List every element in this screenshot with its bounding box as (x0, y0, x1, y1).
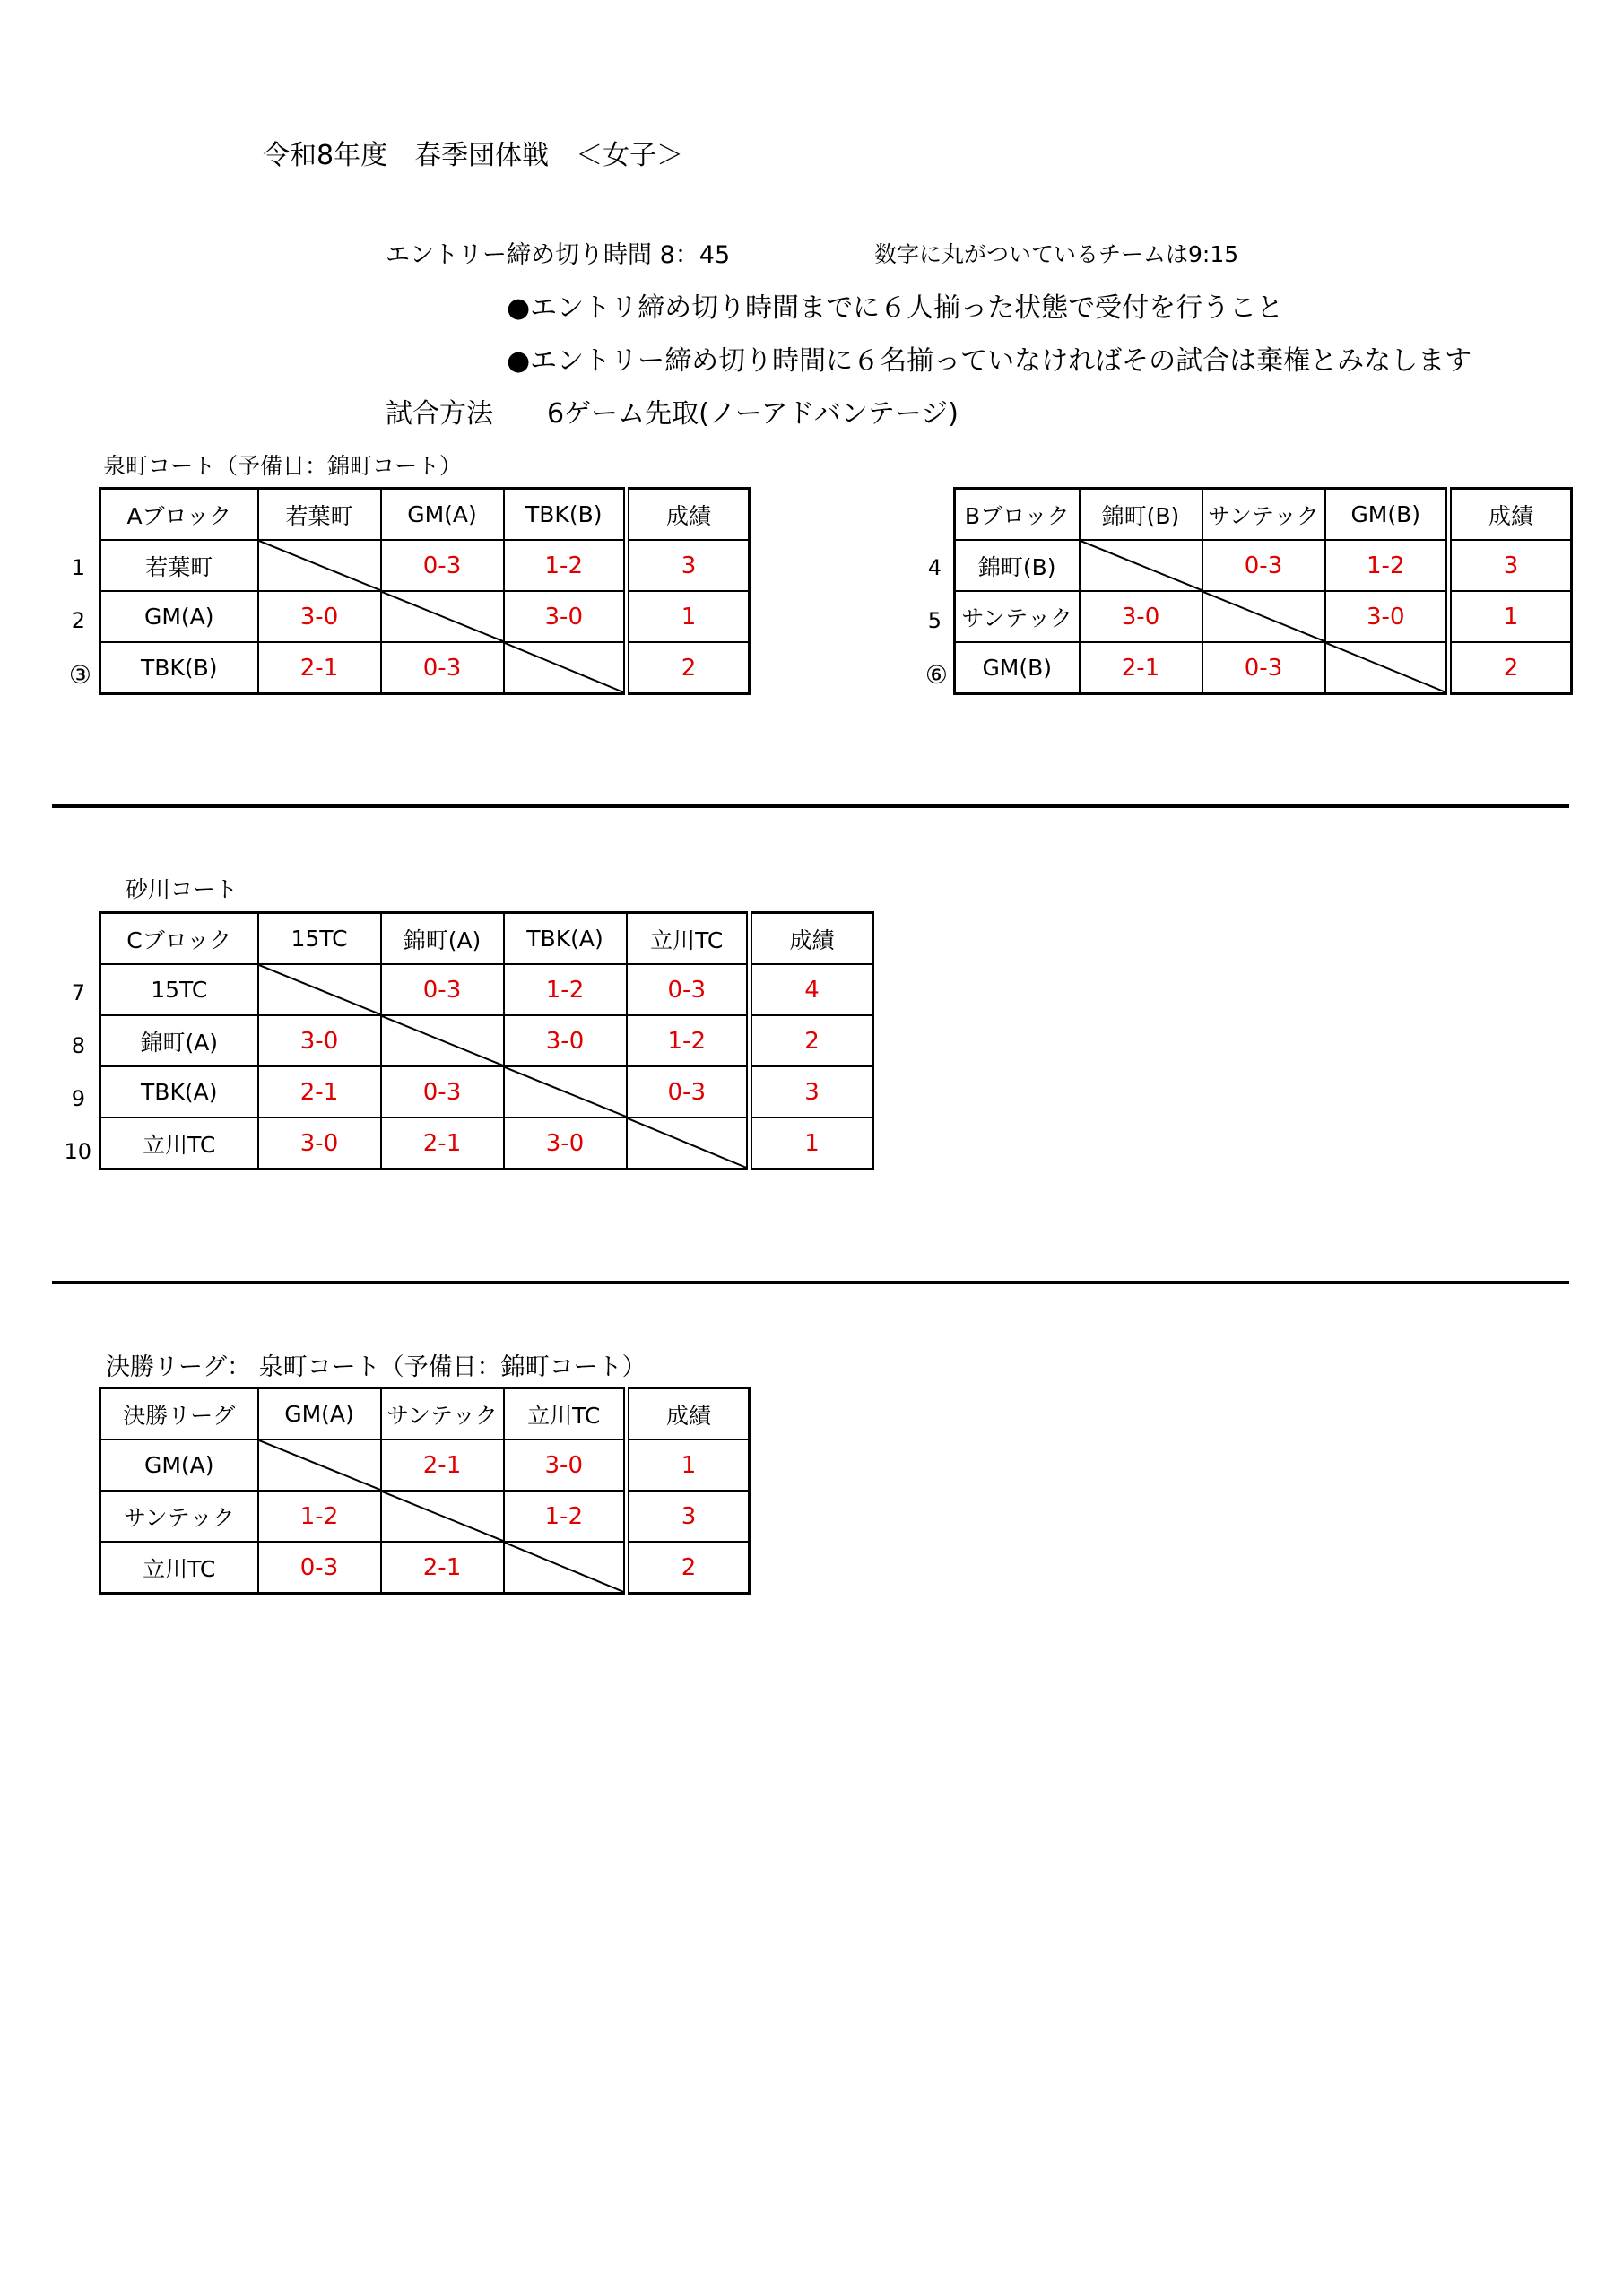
header-cell-record: 成績 (627, 489, 750, 541)
header-cell: サンテック (381, 1388, 504, 1440)
match-method: 試合方法 6ゲーム先取(ノーアドバンテージ) (386, 398, 959, 430)
table-row (955, 642, 1572, 694)
block-c-table (99, 911, 874, 1170)
result-cell: 1-2 (627, 1015, 750, 1066)
result-cell: 0-3 (258, 1542, 381, 1594)
table-row (100, 1542, 750, 1594)
result-cell: 0-3 (1202, 642, 1325, 694)
team-name-cell: GM(B) (955, 642, 1080, 694)
result-cell: 3-0 (258, 1015, 381, 1066)
table-header-row (100, 489, 750, 541)
row-number: 7 (71, 980, 85, 1005)
late-entry-note: 数字に丸がついているチームは9:15 (874, 241, 1239, 267)
diagonal-cell (627, 1118, 750, 1170)
result-cell: 0-3 (627, 1066, 750, 1118)
header-cell: 15TC (258, 913, 381, 965)
table-header-row (955, 489, 1572, 541)
result-cell: 3-0 (504, 1118, 627, 1170)
result-cell: 0-3 (1202, 540, 1325, 591)
record-cell: 3 (627, 1491, 750, 1542)
diagonal-cell (504, 642, 627, 694)
team-name-cell: TBK(B) (100, 642, 258, 694)
result-cell: 2-1 (381, 1439, 504, 1491)
rule-line-2: ●エントリー締め切り時間に６名揃っていなければその試合は棄権とみなします (507, 345, 1472, 377)
diagonal-cell (381, 1491, 504, 1542)
row-number: 1 (71, 555, 85, 580)
diagonal-cell (381, 1015, 504, 1066)
court-label-sunagawa: 砂川コート (126, 876, 239, 902)
record-cell: 2 (627, 1542, 750, 1594)
rule-line-1: ●エントリ締め切り時間までに６人揃った状態で受付を行うこと (507, 292, 1284, 324)
diagonal-cell (258, 964, 381, 1015)
table-row (100, 1439, 750, 1491)
header-cell: TBK(B) (504, 489, 627, 541)
record-cell: 4 (750, 964, 873, 1015)
record-cell: 1 (1449, 591, 1572, 642)
result-cell: 1-2 (504, 540, 627, 591)
page-title: 令和8年度 春季団体戦 ＜女子＞ (263, 140, 684, 171)
block-name-cell: Cブロック (100, 913, 258, 965)
row-number-late: ⑥ (924, 660, 948, 690)
row-number: 5 (927, 608, 942, 633)
record-cell: 1 (627, 1439, 750, 1491)
team-name-cell: サンテック (955, 591, 1080, 642)
record-cell: 2 (627, 642, 750, 694)
row-number: 8 (71, 1033, 85, 1058)
team-name-cell: 立川TC (100, 1118, 258, 1170)
header-cell-record: 成績 (750, 913, 873, 965)
table-row (100, 1015, 873, 1066)
header-cell: 立川TC (504, 1388, 627, 1440)
block-b-table (953, 487, 1573, 695)
result-cell: 2-1 (258, 642, 381, 694)
section-divider (52, 804, 1569, 808)
result-cell: 1-2 (504, 964, 627, 1015)
block-a-table (99, 487, 751, 695)
header-cell: GM(A) (258, 1388, 381, 1440)
diagonal-cell (258, 1439, 381, 1491)
block-name-cell: 決勝リーグ (100, 1388, 258, 1440)
record-cell: 1 (750, 1118, 873, 1170)
result-cell: 0-3 (381, 540, 504, 591)
header-cell: 若葉町 (258, 489, 381, 541)
block-name-cell: Aブロック (100, 489, 258, 541)
record-cell: 2 (1449, 642, 1572, 694)
header-cell: 立川TC (627, 913, 750, 965)
court-label-final: 決勝リーグ： 泉町コート（予備日：錦町コート） (106, 1353, 647, 1381)
team-name-cell: 若葉町 (100, 540, 258, 591)
result-cell: 3-0 (258, 591, 381, 642)
block-name-cell: Bブロック (955, 489, 1080, 541)
result-cell: 3-0 (504, 1015, 627, 1066)
result-cell: 0-3 (381, 642, 504, 694)
table-row (100, 964, 873, 1015)
result-cell: 3-0 (1080, 591, 1202, 642)
record-cell: 2 (750, 1015, 873, 1066)
header-cell: サンテック (1202, 489, 1325, 541)
team-name-cell: 立川TC (100, 1542, 258, 1594)
diagonal-cell (1325, 642, 1449, 694)
header-cell: GM(B) (1325, 489, 1449, 541)
table-row (100, 540, 750, 591)
table-row (100, 642, 750, 694)
team-name-cell: GM(A) (100, 1439, 258, 1491)
result-cell: 2-1 (1080, 642, 1202, 694)
diagonal-cell (1202, 591, 1325, 642)
table-header-row (100, 1388, 750, 1440)
result-cell: 1-2 (504, 1491, 627, 1542)
table-row (955, 540, 1572, 591)
result-cell: 0-3 (381, 964, 504, 1015)
header-cell-record: 成績 (627, 1388, 750, 1440)
result-cell: 0-3 (627, 964, 750, 1015)
table-row (955, 591, 1572, 642)
section-divider (52, 1281, 1569, 1284)
record-cell: 3 (1449, 540, 1572, 591)
result-cell: 2-1 (381, 1542, 504, 1594)
result-cell: 3-0 (504, 591, 627, 642)
team-name-cell: GM(A) (100, 591, 258, 642)
row-number: 9 (71, 1086, 85, 1111)
final-league-table (99, 1387, 751, 1595)
table-row (100, 1491, 750, 1542)
result-cell: 3-0 (504, 1439, 627, 1491)
result-cell: 3-0 (258, 1118, 381, 1170)
result-cell: 0-3 (381, 1066, 504, 1118)
row-number: 10 (64, 1139, 91, 1164)
row-number: 2 (71, 608, 85, 633)
table-row (100, 1118, 873, 1170)
team-name-cell: サンテック (100, 1491, 258, 1542)
header-cell: 錦町(B) (1080, 489, 1202, 541)
row-number-late: ③ (68, 660, 91, 690)
team-name-cell: 15TC (100, 964, 258, 1015)
diagonal-cell (504, 1066, 627, 1118)
court-label-izumi: 泉町コート（予備日：錦町コート） (103, 453, 463, 479)
row-number: 4 (927, 555, 942, 580)
record-cell: 3 (627, 540, 750, 591)
result-cell: 1-2 (1325, 540, 1449, 591)
table-row (100, 1066, 873, 1118)
result-cell: 2-1 (258, 1066, 381, 1118)
header-cell: TBK(A) (504, 913, 627, 965)
diagonal-cell (504, 1542, 627, 1594)
record-cell: 1 (627, 591, 750, 642)
header-cell-record: 成績 (1449, 489, 1572, 541)
entry-deadline: エントリー締め切り時間 8：45 (386, 241, 731, 269)
team-name-cell: 錦町(A) (100, 1015, 258, 1066)
header-cell: GM(A) (381, 489, 504, 541)
diagonal-cell (381, 591, 504, 642)
diagonal-cell (258, 540, 381, 591)
table-header-row (100, 913, 873, 965)
team-name-cell: 錦町(B) (955, 540, 1080, 591)
result-cell: 1-2 (258, 1491, 381, 1542)
record-cell: 3 (750, 1066, 873, 1118)
team-name-cell: TBK(A) (100, 1066, 258, 1118)
result-cell: 2-1 (381, 1118, 504, 1170)
header-cell: 錦町(A) (381, 913, 504, 965)
result-cell: 3-0 (1325, 591, 1449, 642)
table-row (100, 591, 750, 642)
diagonal-cell (1080, 540, 1202, 591)
